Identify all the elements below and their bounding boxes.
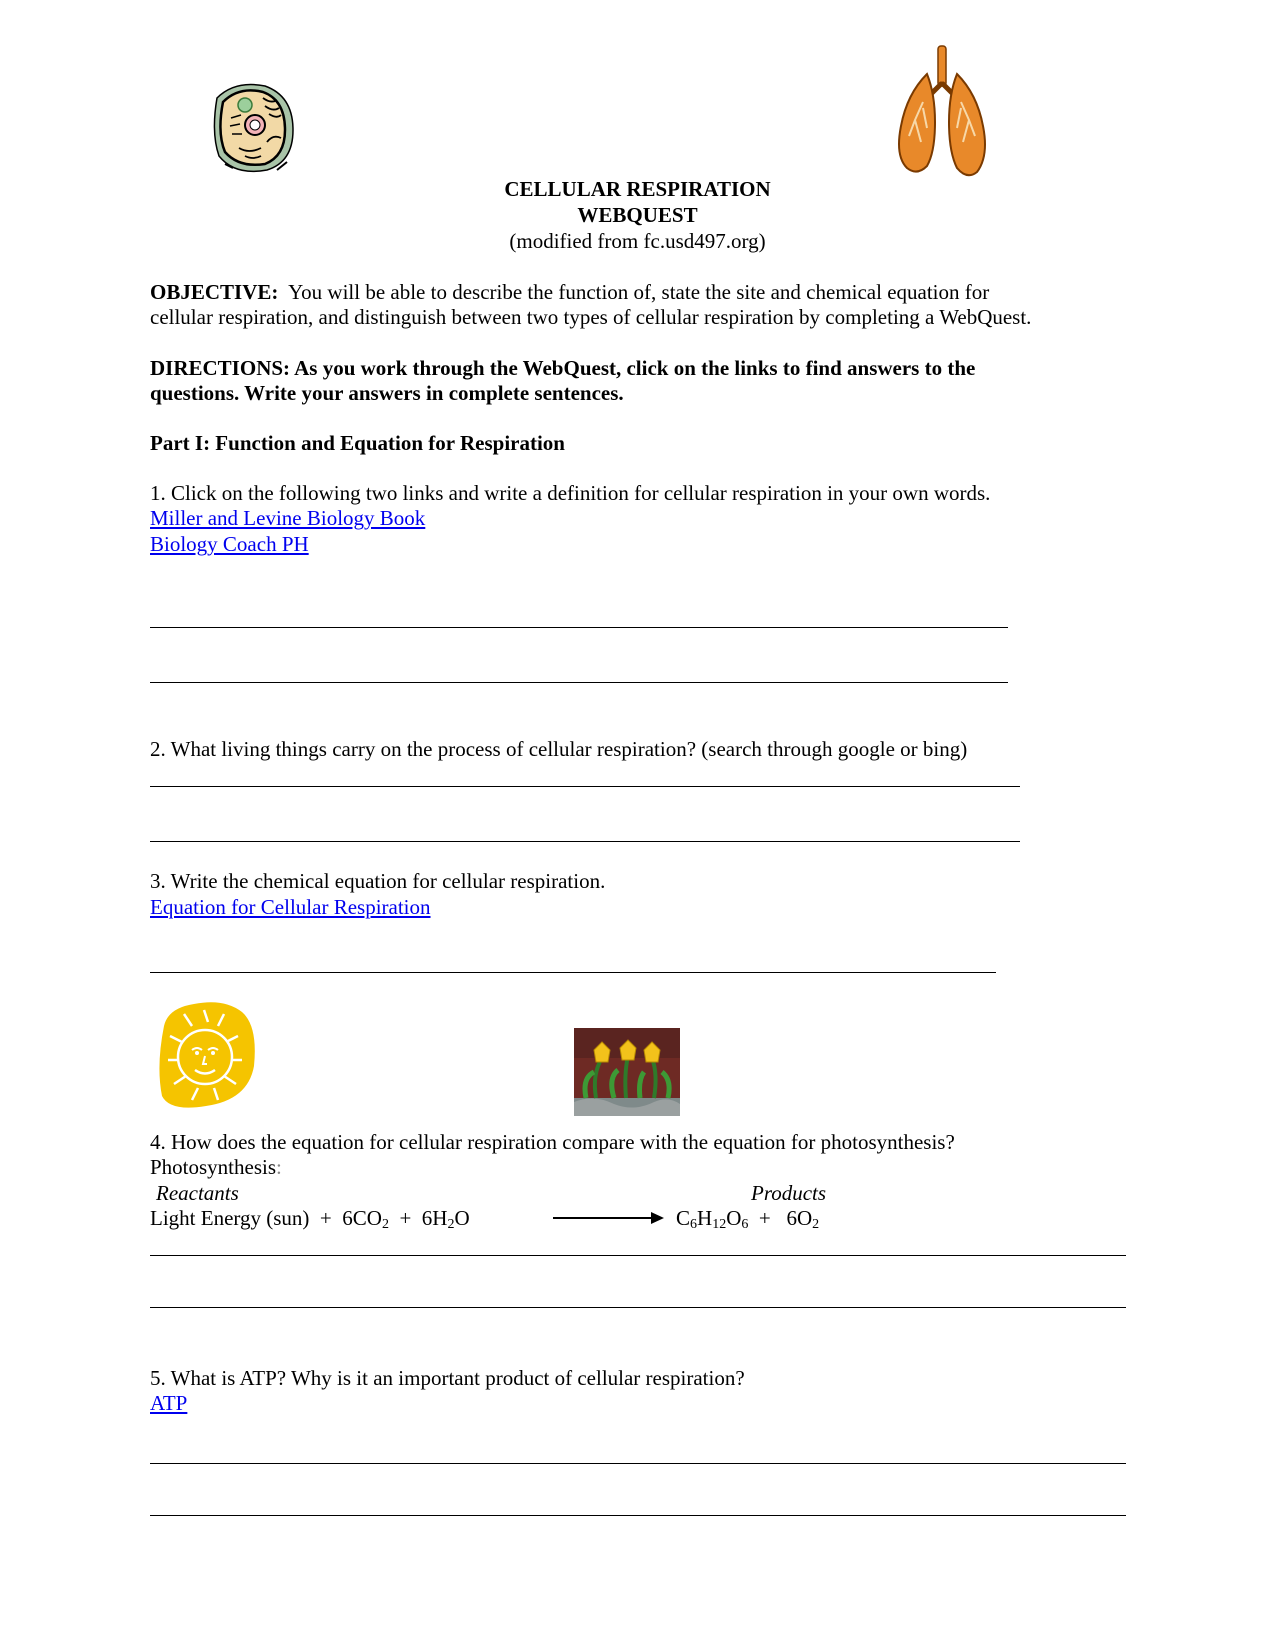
eq-part: O bbox=[726, 1206, 742, 1230]
answer-line[interactable] bbox=[150, 1307, 1126, 1308]
answer-line[interactable] bbox=[150, 1255, 1126, 1256]
eq-part: Light Energy (sun) + 6CO bbox=[150, 1206, 382, 1230]
directions-line-2: questions. Write your answers in complete sentences. bbox=[150, 381, 624, 405]
reactants-label: Reactants bbox=[156, 1181, 239, 1205]
eq-subscript: 12 bbox=[712, 1217, 727, 1232]
answer-line[interactable] bbox=[150, 1463, 1126, 1464]
flowers-photo bbox=[574, 1028, 680, 1116]
question-4: 4. How does the equation for cellular respiration compare with the equation for photosynthesis? bbox=[150, 1130, 955, 1154]
equation-products bbox=[676, 1205, 819, 1231]
question-5: 5. What is ATP? Why is it an important product of cellular respiration? bbox=[150, 1366, 745, 1390]
title-line-2: WEBQUEST bbox=[577, 203, 698, 227]
eq-part: + 6H bbox=[388, 1206, 448, 1230]
eq-part: + 6O bbox=[748, 1206, 813, 1230]
objective-label: OBJECTIVE: bbox=[150, 280, 279, 304]
eq-subscript: 6 bbox=[741, 1217, 749, 1232]
answer-line[interactable] bbox=[150, 682, 1008, 683]
objective-line-2: cellular respiration, and distinguish between two types of cellular respiration by completing a WebQuest. bbox=[150, 305, 1032, 329]
sun-icon bbox=[150, 996, 258, 1114]
eq-part: H bbox=[697, 1206, 713, 1230]
photosynthesis-colon: : bbox=[276, 1155, 282, 1179]
animal-cell-icon bbox=[205, 78, 300, 178]
reaction-arrow-icon bbox=[553, 1210, 665, 1226]
objective-line-1 bbox=[150, 279, 989, 305]
products-label: Products bbox=[751, 1181, 827, 1205]
eq-subscript: 2 bbox=[812, 1217, 820, 1232]
equation-reactants bbox=[150, 1205, 470, 1231]
answer-line[interactable] bbox=[150, 1515, 1126, 1516]
eq-part: O bbox=[454, 1206, 470, 1230]
answer-line[interactable] bbox=[150, 627, 1008, 628]
question-1: 1. Click on the following two links and write a definition for cellular respiration in your own words. bbox=[150, 481, 991, 505]
source-note: (modified from fc.usd497.org) bbox=[509, 229, 766, 253]
objective-text-1: You will be able to describe the function of, state the site and chemical equation for bbox=[288, 280, 990, 304]
part-1-heading: Part I: Function and Equation for Respiration bbox=[150, 431, 565, 455]
title-line-1: CELLULAR RESPIRATION bbox=[504, 177, 771, 201]
photosynthesis-label bbox=[150, 1154, 282, 1180]
link-equation[interactable]: Equation for Cellular Respiration bbox=[150, 895, 431, 919]
eq-part: C bbox=[676, 1206, 691, 1230]
answer-line[interactable] bbox=[150, 841, 1020, 842]
eq-subscript: 2 bbox=[381, 1217, 389, 1232]
answer-line[interactable] bbox=[150, 786, 1020, 787]
question-2: 2. What living things carry on the process of cellular respiration? (search through google or bing) bbox=[150, 737, 968, 761]
eq-subscript: 2 bbox=[447, 1217, 455, 1232]
link-atp[interactable]: ATP bbox=[150, 1391, 188, 1415]
directions-line-1: DIRECTIONS: As you work through the WebQuest, click on the links to find answers to the bbox=[150, 356, 976, 380]
link-miller-levine[interactable]: Miller and Levine Biology Book bbox=[150, 506, 426, 530]
eq-subscript: 6 bbox=[690, 1217, 698, 1232]
photosynthesis-word: Photosynthesis bbox=[150, 1155, 277, 1179]
question-3: 3. Write the chemical equation for cellular respiration. bbox=[150, 869, 606, 893]
lungs-icon bbox=[893, 44, 993, 184]
answer-line[interactable] bbox=[150, 972, 996, 973]
link-biology-coach[interactable]: Biology Coach PH bbox=[150, 532, 309, 556]
